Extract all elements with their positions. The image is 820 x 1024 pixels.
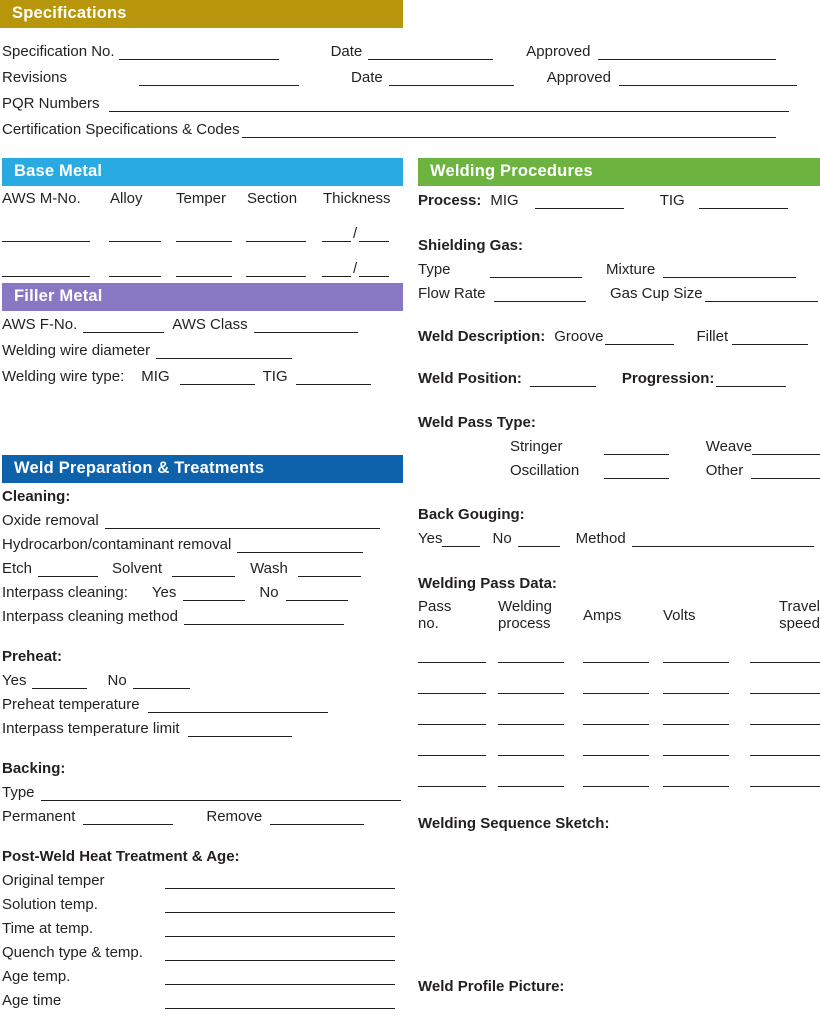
section-header-specifications bbox=[0, 0, 403, 28]
travel-speed-field-2[interactable] bbox=[750, 681, 820, 694]
process-tig-field[interactable] bbox=[699, 196, 788, 209]
header-aws-m-no: AWS M-No. bbox=[2, 190, 81, 207]
backing-permanent-field[interactable] bbox=[83, 812, 173, 825]
base-metal-body bbox=[2, 190, 407, 277]
pass-no-field-3[interactable] bbox=[418, 712, 486, 725]
spec-row-2 bbox=[2, 69, 818, 86]
backing-remove-label: Remove bbox=[206, 808, 263, 825]
pass-data-row bbox=[418, 725, 820, 756]
pass-data-row bbox=[418, 756, 820, 787]
header-temper: Temper bbox=[176, 190, 227, 207]
travel-cell bbox=[743, 725, 820, 756]
weld-description-row bbox=[418, 328, 820, 345]
back-gouging-yes-label: Yes bbox=[418, 530, 443, 547]
approved-field-1[interactable] bbox=[598, 47, 776, 60]
wash-label: Wash bbox=[250, 560, 288, 577]
hydrocarbon-removal-row bbox=[2, 536, 407, 553]
process-cell bbox=[498, 725, 583, 756]
base-metal-thickness-a-field-1[interactable] bbox=[322, 229, 351, 242]
shielding-type-row bbox=[418, 261, 820, 278]
welding-wire-diameter-field[interactable] bbox=[156, 346, 292, 359]
certification-field[interactable] bbox=[242, 125, 776, 138]
pass-cell bbox=[418, 725, 498, 756]
groove-label: Groove bbox=[554, 328, 604, 345]
interpass-cleaning-row bbox=[2, 584, 407, 601]
flow-rate-field[interactable] bbox=[494, 289, 586, 302]
gas-cup-size-label: Gas Cup Size bbox=[610, 285, 703, 302]
groove-field[interactable] bbox=[605, 332, 674, 345]
back-gouging-no-field[interactable] bbox=[518, 534, 560, 547]
weave-field[interactable] bbox=[752, 442, 820, 455]
backing-type-field[interactable] bbox=[41, 788, 401, 801]
volts-field-1[interactable] bbox=[663, 650, 729, 663]
weld-description-label: Weld Description: bbox=[418, 328, 546, 345]
preheat-temperature-field[interactable] bbox=[148, 700, 328, 713]
base-metal-thickness-a-field-2[interactable] bbox=[322, 264, 351, 277]
thickness-slash-1: / bbox=[353, 225, 358, 242]
travel-cell bbox=[743, 632, 820, 663]
welding-process-field-5[interactable] bbox=[498, 774, 564, 787]
original-temper-field[interactable] bbox=[165, 876, 395, 889]
flow-rate-label: Flow Rate bbox=[418, 285, 486, 302]
base-metal-section-field-1[interactable] bbox=[246, 229, 306, 242]
weave-label: Weave bbox=[705, 438, 753, 455]
welding-wire-diameter-label: Welding wire diameter bbox=[2, 342, 151, 359]
process-cell bbox=[498, 663, 583, 694]
other-label: Other bbox=[705, 462, 744, 479]
amps-header bbox=[583, 598, 663, 632]
travel-speed-header-line2: speed bbox=[779, 615, 820, 632]
base-metal-alloy-field-2[interactable] bbox=[109, 264, 161, 277]
amps-field-2[interactable] bbox=[583, 681, 649, 694]
interpass-yes-field[interactable] bbox=[183, 588, 245, 601]
quench-type-temp-label: Quench type & temp. bbox=[2, 944, 143, 961]
interpass-yes-label: Yes bbox=[151, 584, 177, 601]
aws-f-no-label: AWS F-No. bbox=[2, 316, 78, 333]
pass-cell bbox=[418, 756, 498, 787]
amps-cell bbox=[583, 632, 663, 663]
welding-process-field-2[interactable] bbox=[498, 681, 564, 694]
base-metal-alloy-field-1[interactable] bbox=[109, 229, 161, 242]
amps-field-4[interactable] bbox=[583, 743, 649, 756]
backing-permanent-label: Permanent bbox=[2, 808, 76, 825]
base-metal-row bbox=[2, 225, 407, 242]
base-metal-row bbox=[2, 260, 407, 277]
welding-process-header-line1: Welding bbox=[498, 598, 552, 615]
aws-class-field[interactable] bbox=[254, 320, 358, 333]
weld-position-field[interactable] bbox=[530, 374, 596, 387]
filler-metal-body bbox=[2, 316, 407, 385]
volts-field-2[interactable] bbox=[663, 681, 729, 694]
volts-cell bbox=[663, 694, 743, 725]
welding-pass-data-table bbox=[418, 598, 820, 787]
backing-remove-field[interactable] bbox=[270, 812, 364, 825]
weld-pass-stringer-row bbox=[418, 438, 820, 455]
base-metal-title: Base Metal bbox=[2, 158, 403, 186]
travel-cell bbox=[743, 694, 820, 725]
base-metal-thickness-b-field-2[interactable] bbox=[359, 264, 389, 277]
oscillation-field[interactable] bbox=[604, 466, 669, 479]
spec-row-1 bbox=[2, 43, 818, 60]
section-header-welding-procedures bbox=[418, 158, 820, 186]
pass-data-row bbox=[418, 632, 820, 663]
oscillation-label: Oscillation bbox=[510, 462, 580, 479]
pass-no-header-line1: Pass bbox=[418, 598, 452, 615]
welding-process-field-1[interactable] bbox=[498, 650, 564, 663]
pwht-row-5 bbox=[2, 992, 407, 1009]
back-gouging-heading: Back Gouging: bbox=[418, 506, 525, 523]
fillet-label: Fillet bbox=[696, 328, 729, 345]
amps-cell bbox=[583, 694, 663, 725]
certification-label: Certification Specifications & Codes bbox=[2, 121, 240, 138]
amps-cell bbox=[583, 756, 663, 787]
travel-cell bbox=[743, 756, 820, 787]
pass-no-header bbox=[418, 598, 498, 632]
spec-row-pqr bbox=[2, 95, 818, 112]
interpass-no-field[interactable] bbox=[286, 588, 348, 601]
date-field-1[interactable] bbox=[368, 47, 493, 60]
pass-data-header-row bbox=[418, 598, 820, 632]
back-gouging-method-label: Method bbox=[575, 530, 626, 547]
travel-speed-field-4[interactable] bbox=[750, 743, 820, 756]
amps-field-1[interactable] bbox=[583, 650, 649, 663]
backing-permanent-row bbox=[2, 808, 407, 825]
shielding-type-field[interactable] bbox=[490, 265, 582, 278]
specifications-body bbox=[2, 43, 818, 138]
original-temper-label: Original temper bbox=[2, 872, 105, 889]
filler-diameter-row bbox=[2, 342, 407, 359]
preheat-no-field[interactable] bbox=[133, 676, 190, 689]
welding-process-header-line2: process bbox=[498, 615, 551, 632]
amps-header-line1: Amps bbox=[583, 606, 622, 624]
filler-aws-row bbox=[2, 316, 407, 333]
base-metal-temper-field-1[interactable] bbox=[176, 229, 232, 242]
volts-header-line1: Volts bbox=[663, 606, 696, 624]
process-cell bbox=[498, 632, 583, 663]
pass-data-row bbox=[418, 663, 820, 694]
pwht-row-4 bbox=[2, 968, 407, 985]
age-time-field[interactable] bbox=[165, 996, 395, 1009]
approved-label-1: Approved bbox=[526, 43, 591, 60]
section-header-filler-metal bbox=[2, 283, 403, 311]
date-label-1: Date bbox=[330, 43, 363, 60]
welding-procedures-title: Welding Procedures bbox=[418, 158, 820, 186]
fillet-field[interactable] bbox=[732, 332, 808, 345]
pwht-heading: Post-Weld Heat Treatment & Age: bbox=[2, 848, 240, 865]
backing-heading: Backing: bbox=[2, 760, 66, 777]
pass-no-field-5[interactable] bbox=[418, 774, 486, 787]
pwht-row-2 bbox=[2, 920, 407, 937]
interpass-temp-limit-field[interactable] bbox=[188, 724, 292, 737]
pwht-row-3 bbox=[2, 944, 407, 961]
aws-f-no-field[interactable] bbox=[83, 320, 164, 333]
filler-metal-title: Filler Metal bbox=[2, 283, 403, 311]
backing-type-label: Type bbox=[2, 784, 35, 801]
gas-cup-size-field[interactable] bbox=[705, 289, 818, 302]
stringer-field[interactable] bbox=[604, 442, 668, 455]
preheat-heading: Preheat: bbox=[2, 648, 63, 665]
interpass-method-row bbox=[2, 608, 407, 625]
process-mig-field[interactable] bbox=[535, 196, 624, 209]
revisions-field[interactable] bbox=[139, 73, 299, 86]
interpass-temp-limit-row bbox=[2, 720, 407, 737]
pqr-numbers-label: PQR Numbers bbox=[2, 95, 100, 112]
approved-field-2[interactable] bbox=[619, 73, 797, 86]
preheat-yes-label: Yes bbox=[2, 672, 27, 689]
shielding-flow-row bbox=[418, 285, 820, 302]
welding-procedures-body bbox=[418, 192, 820, 832]
preheat-yes-field[interactable] bbox=[32, 676, 87, 689]
weld-profile-picture-area bbox=[418, 978, 564, 995]
process-label: Process: bbox=[418, 192, 482, 209]
approved-label-2: Approved bbox=[546, 69, 611, 86]
pwht-row-0 bbox=[2, 872, 407, 889]
pass-cell bbox=[418, 663, 498, 694]
cleaning-heading: Cleaning: bbox=[2, 488, 71, 505]
etch-field[interactable] bbox=[38, 564, 98, 577]
oxide-removal-row bbox=[2, 512, 407, 529]
back-gouging-yes-field[interactable] bbox=[442, 534, 480, 547]
specification-no-label: Specification No. bbox=[2, 43, 115, 60]
shielding-mixture-label: Mixture bbox=[606, 261, 656, 278]
base-metal-temper-field-2[interactable] bbox=[176, 264, 232, 277]
weld-prep-body bbox=[2, 488, 407, 1009]
base-metal-aws-m-no-field-2[interactable] bbox=[2, 264, 90, 277]
section-header-weld-prep bbox=[2, 455, 403, 483]
back-gouging-method-field[interactable] bbox=[632, 534, 814, 547]
header-section: Section bbox=[247, 190, 298, 207]
welding-pass-data-heading: Welding Pass Data: bbox=[418, 575, 557, 592]
volts-cell bbox=[663, 756, 743, 787]
date-label-2: Date bbox=[351, 69, 383, 86]
quench-type-temp-field[interactable] bbox=[165, 948, 395, 961]
etch-label: Etch bbox=[2, 560, 33, 577]
hydrocarbon-removal-label: Hydrocarbon/contaminant removal bbox=[2, 536, 232, 553]
weld-position-row bbox=[418, 370, 820, 387]
process-row bbox=[418, 192, 820, 209]
travel-cell bbox=[743, 663, 820, 694]
date-field-2[interactable] bbox=[389, 73, 514, 86]
pass-cell bbox=[418, 632, 498, 663]
header-thickness: Thickness bbox=[323, 190, 391, 207]
interpass-no-label: No bbox=[259, 584, 279, 601]
base-metal-thickness-b-field-1[interactable] bbox=[359, 229, 389, 242]
travel-speed-field-5[interactable] bbox=[750, 774, 820, 787]
back-gouging-no-label: No bbox=[492, 530, 512, 547]
welding-wire-type-label: Welding wire type: bbox=[2, 368, 125, 385]
volts-field-3[interactable] bbox=[663, 712, 729, 725]
weld-position-label: Weld Position: bbox=[418, 370, 522, 387]
back-gouging-row bbox=[418, 530, 820, 547]
travel-speed-field-3[interactable] bbox=[750, 712, 820, 725]
volts-field-4[interactable] bbox=[663, 743, 729, 756]
base-metal-headers bbox=[2, 190, 407, 207]
pass-no-field-1[interactable] bbox=[418, 650, 486, 663]
solution-temp-field[interactable] bbox=[165, 900, 395, 913]
pass-data-row bbox=[418, 694, 820, 725]
time-at-temp-field[interactable] bbox=[165, 924, 395, 937]
weld-pass-oscillation-row bbox=[418, 462, 820, 479]
pqr-numbers-field[interactable] bbox=[109, 99, 789, 112]
thickness-slash-2: / bbox=[353, 260, 358, 277]
aws-class-label: AWS Class bbox=[172, 316, 248, 333]
amps-field-3[interactable] bbox=[583, 712, 649, 725]
volts-header bbox=[663, 598, 743, 632]
preheat-temperature-label: Preheat temperature bbox=[2, 696, 140, 713]
spec-row-certification bbox=[2, 121, 818, 138]
solvent-label: Solvent bbox=[112, 560, 163, 577]
interpass-method-label: Interpass cleaning method bbox=[2, 608, 178, 625]
age-time-label: Age time bbox=[2, 992, 62, 1009]
progression-label: Progression: bbox=[621, 370, 715, 387]
etch-solvent-wash-row bbox=[2, 560, 407, 577]
time-at-temp-label: Time at temp. bbox=[2, 920, 94, 937]
shielding-gas-heading: Shielding Gas: bbox=[418, 237, 524, 254]
volts-cell bbox=[663, 725, 743, 756]
other-field[interactable] bbox=[751, 466, 820, 479]
progression-field[interactable] bbox=[716, 374, 786, 387]
wash-field[interactable] bbox=[298, 564, 361, 577]
travel-speed-header-line1: Travel bbox=[778, 598, 820, 615]
base-metal-section-field-2[interactable] bbox=[246, 264, 306, 277]
section-header-base-metal bbox=[2, 158, 403, 186]
filler-type-row bbox=[2, 368, 407, 385]
welding-process-field-3[interactable] bbox=[498, 712, 564, 725]
shielding-mixture-field[interactable] bbox=[663, 265, 796, 278]
revisions-label: Revisions bbox=[2, 69, 68, 86]
wire-type-mig-label: MIG bbox=[141, 368, 170, 385]
hydrocarbon-removal-field[interactable] bbox=[237, 540, 363, 553]
volts-cell bbox=[663, 663, 743, 694]
weld-profile-picture-label: Weld Profile Picture: bbox=[418, 978, 565, 995]
age-temp-label: Age temp. bbox=[2, 968, 71, 985]
interpass-temp-limit-label: Interpass temperature limit bbox=[2, 720, 180, 737]
welding-process-field-4[interactable] bbox=[498, 743, 564, 756]
oxide-removal-label: Oxide removal bbox=[2, 512, 99, 529]
amps-field-5[interactable] bbox=[583, 774, 649, 787]
travel-speed-header bbox=[743, 598, 820, 632]
preheat-yes-no-row bbox=[2, 672, 407, 689]
solvent-field[interactable] bbox=[172, 564, 235, 577]
age-temp-field[interactable] bbox=[165, 972, 395, 985]
solution-temp-label: Solution temp. bbox=[2, 896, 98, 913]
weld-prep-title: Weld Preparation & Treatments bbox=[2, 455, 403, 483]
travel-speed-field-1[interactable] bbox=[750, 650, 820, 663]
oxide-removal-field[interactable] bbox=[105, 516, 380, 529]
preheat-temperature-row bbox=[2, 696, 407, 713]
welding-process-header bbox=[498, 598, 583, 632]
pass-cell bbox=[418, 694, 498, 725]
process-cell bbox=[498, 694, 583, 725]
volts-field-5[interactable] bbox=[663, 774, 729, 787]
stringer-label: Stringer bbox=[510, 438, 563, 455]
process-cell bbox=[498, 756, 583, 787]
welding-sequence-sketch-label: Welding Sequence Sketch: bbox=[418, 815, 610, 832]
pwht-row-1 bbox=[2, 896, 407, 913]
pass-no-header-line2: no. bbox=[418, 615, 439, 632]
header-alloy: Alloy bbox=[110, 190, 143, 207]
pass-no-field-2[interactable] bbox=[418, 681, 486, 694]
wire-type-mig-field[interactable] bbox=[180, 372, 255, 385]
base-metal-aws-m-no-field-1[interactable] bbox=[2, 229, 90, 242]
specifications-title: Specifications bbox=[0, 0, 403, 28]
interpass-cleaning-label: Interpass cleaning: bbox=[2, 584, 128, 601]
specification-no-field[interactable] bbox=[119, 47, 279, 60]
volts-cell bbox=[663, 632, 743, 663]
amps-cell bbox=[583, 663, 663, 694]
interpass-method-field[interactable] bbox=[184, 612, 344, 625]
backing-type-row bbox=[2, 784, 407, 801]
process-tig-label: TIG bbox=[659, 192, 685, 209]
shielding-type-label: Type bbox=[418, 261, 451, 278]
wire-type-tig-field[interactable] bbox=[296, 372, 371, 385]
process-mig-label: MIG bbox=[490, 192, 519, 209]
pass-no-field-4[interactable] bbox=[418, 743, 486, 756]
amps-cell bbox=[583, 725, 663, 756]
preheat-no-label: No bbox=[107, 672, 127, 689]
wire-type-tig-label: TIG bbox=[262, 368, 288, 385]
weld-pass-type-heading: Weld Pass Type: bbox=[418, 414, 536, 431]
